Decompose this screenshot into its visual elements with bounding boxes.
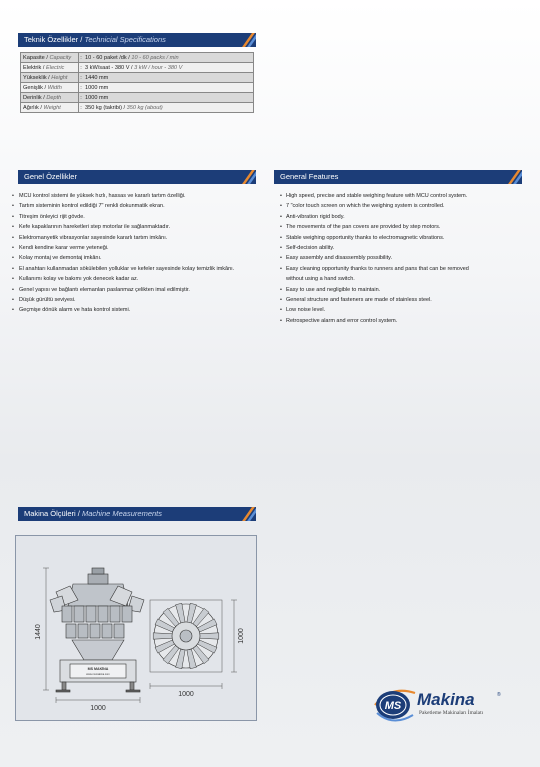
machine-plate-title: MS MAKİNA (87, 667, 109, 671)
spec-value: 1000 mm (83, 93, 254, 103)
ms-makina-logo (371, 683, 511, 727)
feature-item-tr: • Kullanımı kolay ve bakımı yok denecek kadar az. (11, 274, 273, 284)
spec-key: Kapasite / Capacity (21, 53, 79, 63)
feature-item-en: • Self-decision ability. (280, 243, 525, 253)
feature-item-tr: • Genel yapısı ve bağlantı elemanları paslanmaz çelikten imal edilmiştir. (11, 285, 273, 295)
top-view-bucket (153, 633, 172, 639)
feature-item-en: • Low noise level. (280, 305, 525, 315)
logo-badge-icon (371, 683, 511, 727)
svg-text:®: ® (497, 692, 501, 698)
feature-item-tr: • Tartım sisteminin kontrol edildiği 7" renkli dokunmatik ekran. (11, 201, 273, 211)
top-width-dimension-label: 1000 (178, 691, 194, 698)
svg-text:Makina: Makina (417, 690, 475, 709)
general-en-title: General Features (280, 172, 339, 181)
feature-item-en: • Easy to use and negligible to maintain. (280, 285, 525, 295)
spec-key: Elektrik / Electric (21, 63, 79, 73)
feature-item-en: without using a hand switch. (286, 276, 355, 283)
feature-item-tr: • Elektromanyetik vibrasyonlar sayesinde kararlı tartım imkânı. (11, 233, 273, 243)
spec-key: Ağırlık / Weight (21, 103, 79, 113)
feature-item-tr: • Kendi kendine karar verme yeteneği. (11, 243, 273, 253)
spec-value: 10 - 60 paket /dk / 10 - 60 packs / min (83, 53, 254, 63)
spec-value: 350 kg (takribi) / 350 kg (about) (83, 103, 254, 113)
spec-separator: : (80, 54, 82, 61)
tech-spec-title-tr: Teknik Özellikler / (24, 35, 83, 44)
spec-value: 1000 mm (83, 83, 254, 93)
top-view-bucket (200, 633, 219, 639)
spec-key: Yükseklik / Height (21, 73, 79, 83)
top-view (150, 600, 222, 672)
machine-plate-url: www.msmakina.com (86, 673, 110, 676)
feature-item-tr: • Kolay montaj ve demontaj imkânı. (11, 253, 273, 263)
feature-item-tr: • Geçmişe dönük alarm ve hata kontrol sistemi. (11, 305, 273, 315)
svg-text:Paketleme Makinaları İmalatı: Paketleme Makinaları İmalatı (419, 710, 484, 716)
feature-item-en: • Anti-vibration rigid body. (280, 212, 525, 222)
general-tr-title: Genel Özellikler (24, 172, 77, 181)
spec-separator: : (80, 84, 82, 91)
spec-separator: : (80, 64, 82, 71)
feature-item-en: • Easy cleaning opportunity thanks to runners and pans that can be removed (280, 264, 525, 274)
feature-item-tr: • El anahtarı kullanmadan sökülebilen yolluklar ve kefeler sayesinde kolay temizlik imkânı. (11, 264, 273, 274)
svg-text:MS: MS (384, 700, 402, 712)
feature-item-tr: • Düşük gürültü seviyesi. (11, 295, 273, 305)
spec-value: 3 kW/saat - 380 V / 3 kW / hour - 380 V (83, 63, 254, 73)
height-dimension-label: 1440 (35, 624, 42, 640)
feature-item-en: • General structure and fasteners are made of stainless steel. (280, 295, 525, 305)
feature-item-tr: • MCU kontrol sistemi ile yüksek hızlı, hassas ve kararlı tartım özelliği. (11, 191, 273, 201)
spec-separator: : (80, 94, 82, 101)
spec-separator: : (80, 104, 82, 111)
feature-item-tr: • Titreşim önleyici rijit gövde. (11, 212, 273, 222)
feature-item-en: • Stable weighing opportunity thanks to electromagnetic vibrations. (280, 233, 525, 243)
feature-item-tr: • Kefe kapaklarının hareketleri step motorlar ile sağlanmaktadır. (11, 222, 273, 232)
measure-title-en: Machine Measurements (81, 509, 162, 518)
feature-item-en: • High speed, precise and stable weighing feature with MCU control system. (280, 191, 525, 201)
feature-item-en: • Easy assembly and disassembly possibility. (280, 253, 525, 263)
top-depth-dimension-label: 1000 (238, 628, 245, 644)
spec-key: Derinlik / Depth (21, 93, 79, 103)
feature-item-en: • 7 "color touch screen on which the weighing system is controlled. (280, 201, 525, 211)
measure-title-tr: Makina Ölçüleri / (24, 509, 80, 518)
spec-value: 1440 mm (83, 73, 254, 83)
width-dimension-label: 1000 (90, 705, 106, 712)
feature-item-en: • Retrospective alarm and error control system. (280, 316, 525, 326)
spec-key: Genişlik / Width (21, 83, 79, 93)
spec-separator: : (80, 74, 82, 81)
tech-spec-title-en: Technicial Specifications (84, 35, 166, 44)
feature-item-en: • The movements of the pan covers are provided by step motors. (280, 222, 525, 232)
